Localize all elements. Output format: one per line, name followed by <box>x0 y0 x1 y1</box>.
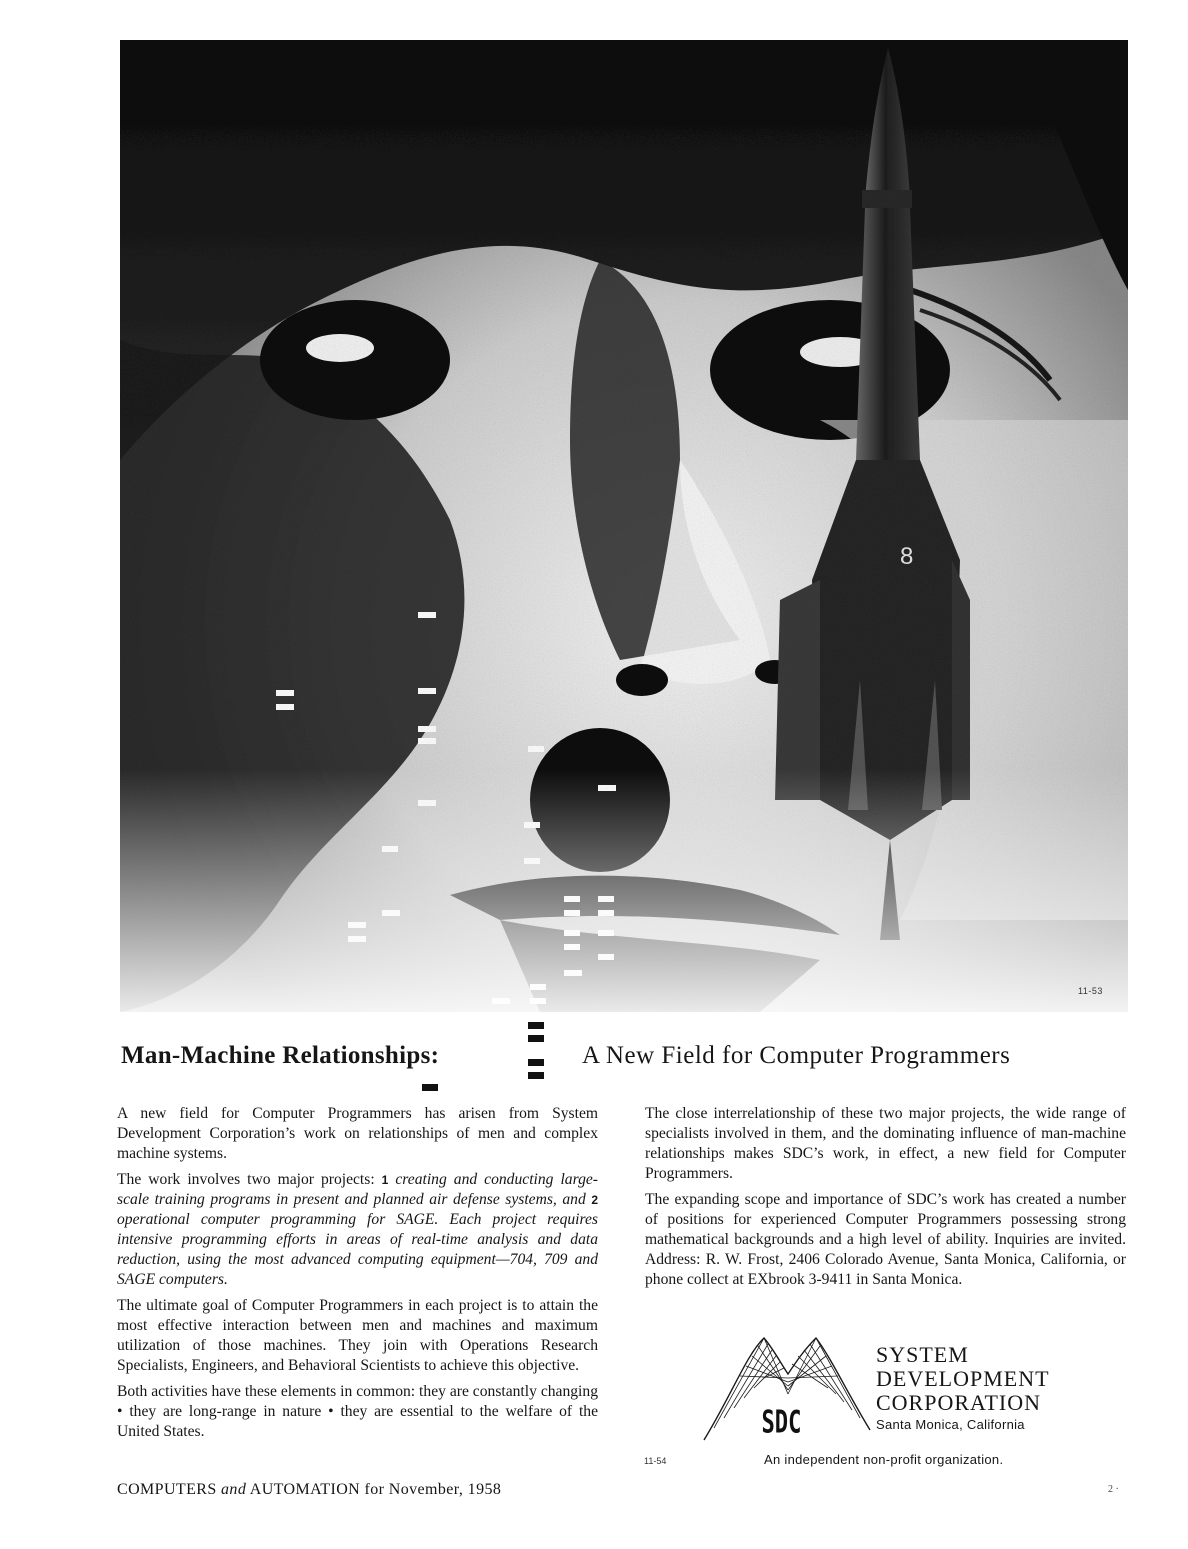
magazine-name-pre: COMPUTERS <box>117 1481 222 1498</box>
paragraph-contact: The expanding scope and importance of SDC’s work has created a number of positions for experienced Computer Programmers possessing strong mathematical backgrounds and a high level of ability. Inquiries are invited. Address: R. W. Frost, 2406 Colorado Avenue, Santa Monica, California, or phone collect at EXbrook 3-9411 in Santa Monica. <box>645 1191 1126 1288</box>
paragraph: Both activities have these elements in common: they are constantly changing • they are long-range in nature • they are essential to the welfare of the United States. <box>117 1383 598 1440</box>
company-name <box>876 1343 1050 1415</box>
magazine-name-and: and <box>221 1481 247 1498</box>
headline-left: Man-Machine Relationships: <box>121 1042 440 1069</box>
company-name-line2: DEVELOPMENT <box>876 1366 1050 1391</box>
project-item-2: operational computer programming for SAGE. Each project requires intensive programming efforts in areas of real-time analysis and data reduction, using the most advanced computing equipment—704, 709 and SAGE computers. <box>117 1211 598 1288</box>
paragraph-projects <box>117 1170 598 1290</box>
logo-mark: SDC <box>761 1404 802 1441</box>
tagline: An independent non-profit organization. <box>764 1452 1004 1467</box>
ad-code: 11-54 <box>644 1456 667 1466</box>
page-mark: 2 · <box>1108 1484 1119 1495</box>
project-item-1: creating and conducting large-scale training programs in present and planned air defense systems, and <box>117 1171 598 1208</box>
body-column-right <box>645 1104 1126 1296</box>
paragraph: A new field for Computer Programmers has arisen from System Development Corporation’s work on relationships of men and complex machine systems. <box>117 1105 598 1162</box>
company-name-line1: SYSTEM <box>876 1342 969 1367</box>
paragraph: The close interrelationship of these two major projects, the wide range of specialists involved in them, and the dominating influence of man-machine relationships makes SDC’s work, in effect, a new field for Computer Programmers. <box>645 1105 1126 1182</box>
project-number-1: 1 <box>381 1173 389 1187</box>
company-city: Santa Monica, California <box>876 1417 1025 1432</box>
photo-caption: 11-53 <box>1078 986 1103 996</box>
headline-right: A New Field for Computer Programmers <box>582 1042 1011 1069</box>
paragraph: The ultimate goal of Computer Programmers in each project is to attain the most effective interaction between men and machines and maximum utilization of those machines. They join with Operations Research Specialists, Engineers, and Behavioral Scientists to achieve this objective. <box>117 1297 598 1374</box>
magazine-name-post: AUTOMATION for November, 1958 <box>246 1481 502 1498</box>
project-number-2: 2 <box>591 1193 598 1207</box>
magazine-footer <box>117 1481 501 1499</box>
body-column-left <box>117 1104 598 1448</box>
paragraph-intro: The work involves two major projects: <box>117 1171 382 1188</box>
company-name-line3: CORPORATION <box>876 1390 1042 1415</box>
sdc-logo-icon <box>702 1334 872 1442</box>
headline-punch-marks <box>422 1022 544 1091</box>
